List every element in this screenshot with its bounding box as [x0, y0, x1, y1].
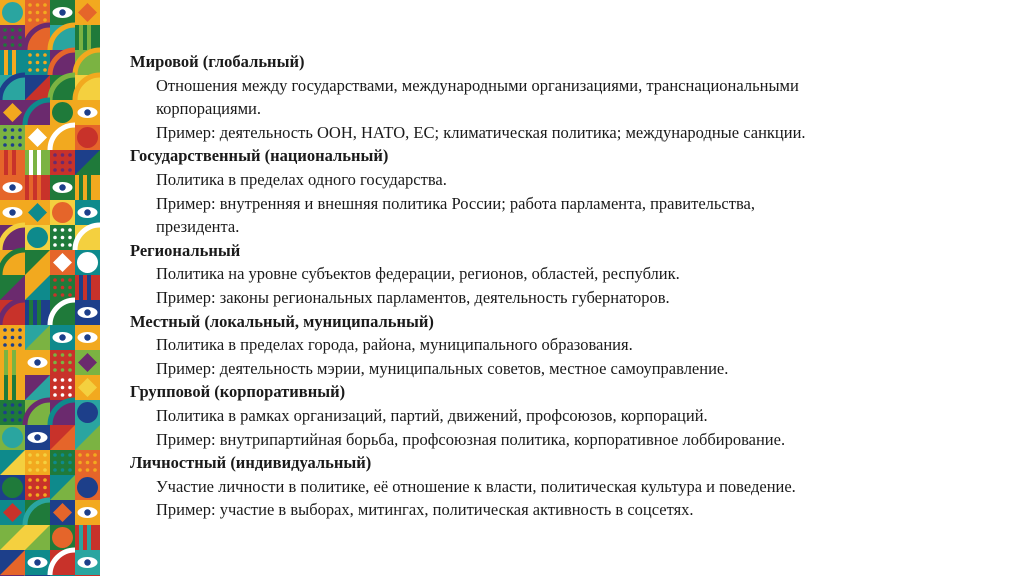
level-title: Региональный: [130, 240, 241, 260]
level-title: Местный (локальный, муниципальный): [130, 311, 434, 331]
level-description: Политика на уровне субъектов федерации, регионов, областей, республик.: [156, 264, 680, 284]
level-personal: [130, 451, 990, 522]
level-example: Пример: деятельность ООН, НАТО, ЕС; климатическая политика; международные санкции.: [156, 122, 806, 142]
slide-content: [130, 50, 990, 522]
level-regional: [130, 239, 990, 310]
level-local: [130, 310, 990, 381]
level-example: Пример: деятельность мэрии, муниципальных советов, местное самоуправление.: [156, 358, 729, 378]
level-description: корпорациями.: [156, 99, 261, 119]
level-title: Личностный (индивидуальный): [130, 453, 372, 473]
level-example: Пример: участие в выборах, митингах, политическая активность в соцсетях.: [156, 500, 694, 520]
level-title: Групповой (корпоративный): [130, 382, 346, 402]
level-example: Пример: внутрипартийная борьба, профсоюзная политика, корпоративное лоббирование.: [156, 429, 786, 449]
level-description: Политика в рамках организаций, партий, движений, профсоюзов, корпораций.: [156, 405, 708, 425]
level-global: [130, 50, 990, 144]
level-group: [130, 380, 990, 451]
decorative-pattern-strip: [0, 0, 100, 576]
level-description: Участие личности в политике, её отношение к власти, политическая культура и поведение.: [156, 476, 796, 496]
level-example: Пример: внутренняя и внешняя политика России; работа парламента, правительства,: [156, 193, 755, 213]
level-national: [130, 144, 990, 238]
level-description: Отношения между государствами, международными организациями, транснациональными: [156, 75, 799, 95]
level-title: Мировой (глобальный): [130, 52, 305, 71]
level-description: Политика в пределах одного государства.: [156, 169, 447, 189]
level-example: президента.: [156, 217, 240, 237]
level-example: Пример: законы региональных парламентов, деятельность губернаторов.: [156, 287, 670, 307]
level-description: Политика в пределах города, района, муниципального образования.: [156, 335, 633, 355]
level-title: Государственный (национальный): [130, 146, 389, 166]
